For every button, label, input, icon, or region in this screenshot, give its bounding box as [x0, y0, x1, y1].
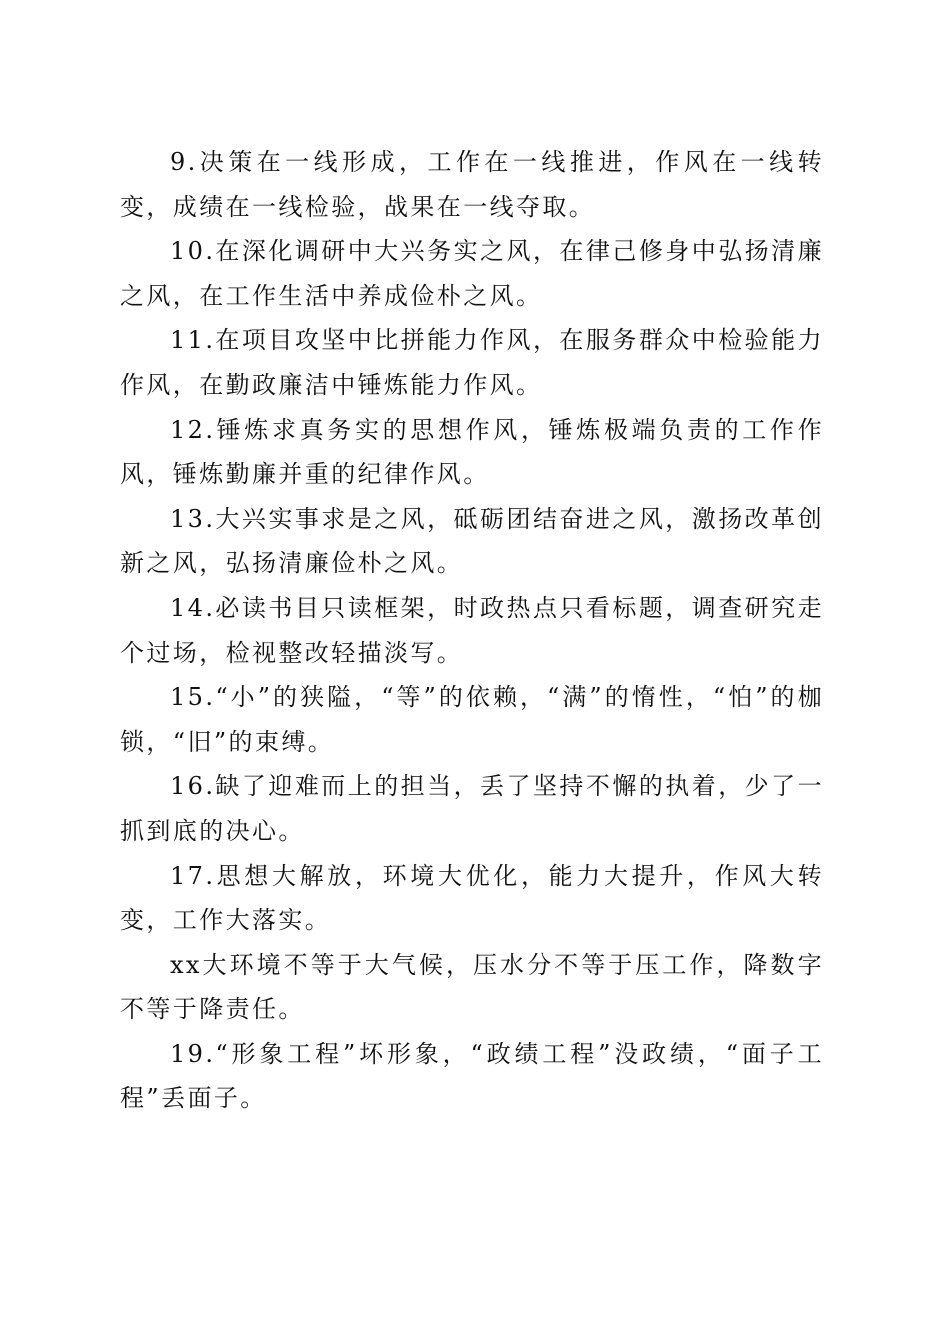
paragraph-item-12: 12.锤炼求真务实的思想作风，锤炼极端负责的工作作风，锤炼勤廉并重的纪律作风。 — [120, 415, 824, 489]
paragraph-item-14: 14.必读书目只读框架，时政热点只看标题，调查研究走个过场，检视整改轻描淡写。 — [120, 593, 824, 667]
paragraph-item-10: 10.在深化调研中大兴务实之风，在律己修身中弘扬清廉之风，在工作生活中养成俭朴之风。 — [120, 237, 824, 310]
paragraph-item-15: 15.“小”的狭隘，“等”的依赖，“满”的惰性，“怕”的枷锁，“旧”的束缚。 — [120, 683, 824, 756]
paragraph-item-9: 9.决策在一线形成，工作在一线推进，作风在一线转变，成绩在一线检验，战果在一线夺取。 — [120, 148, 824, 221]
document-body — [120, 140, 824, 1121]
paragraph-item-xx: xx大环境不等于大气候，压水分不等于压工作，降数字不等于降责任。 — [120, 950, 824, 1024]
paragraph-item-13: 13.大兴实事求是之风，砥砺团结奋进之风，激扬改革创新之风，弘扬清廉俭朴之风。 — [120, 504, 824, 578]
paragraph-item-17: 17.思想大解放，环境大优化，能力大提升，作风大转变，工作大落实。 — [120, 861, 824, 935]
paragraph-item-11: 11.在项目攻坚中比拼能力作风，在服务群众中检验能力作风，在勤政廉洁中锤炼能力作风。 — [120, 326, 824, 399]
paragraph-item-16: 16.缺了迎难而上的担当，丢了坚持不懈的执着，少了一抓到底的决心。 — [120, 772, 824, 845]
paragraph-item-19: 19.“形象工程”坏形象，“政绩工程”没政绩，“面子工程”丢面子。 — [120, 1039, 824, 1113]
